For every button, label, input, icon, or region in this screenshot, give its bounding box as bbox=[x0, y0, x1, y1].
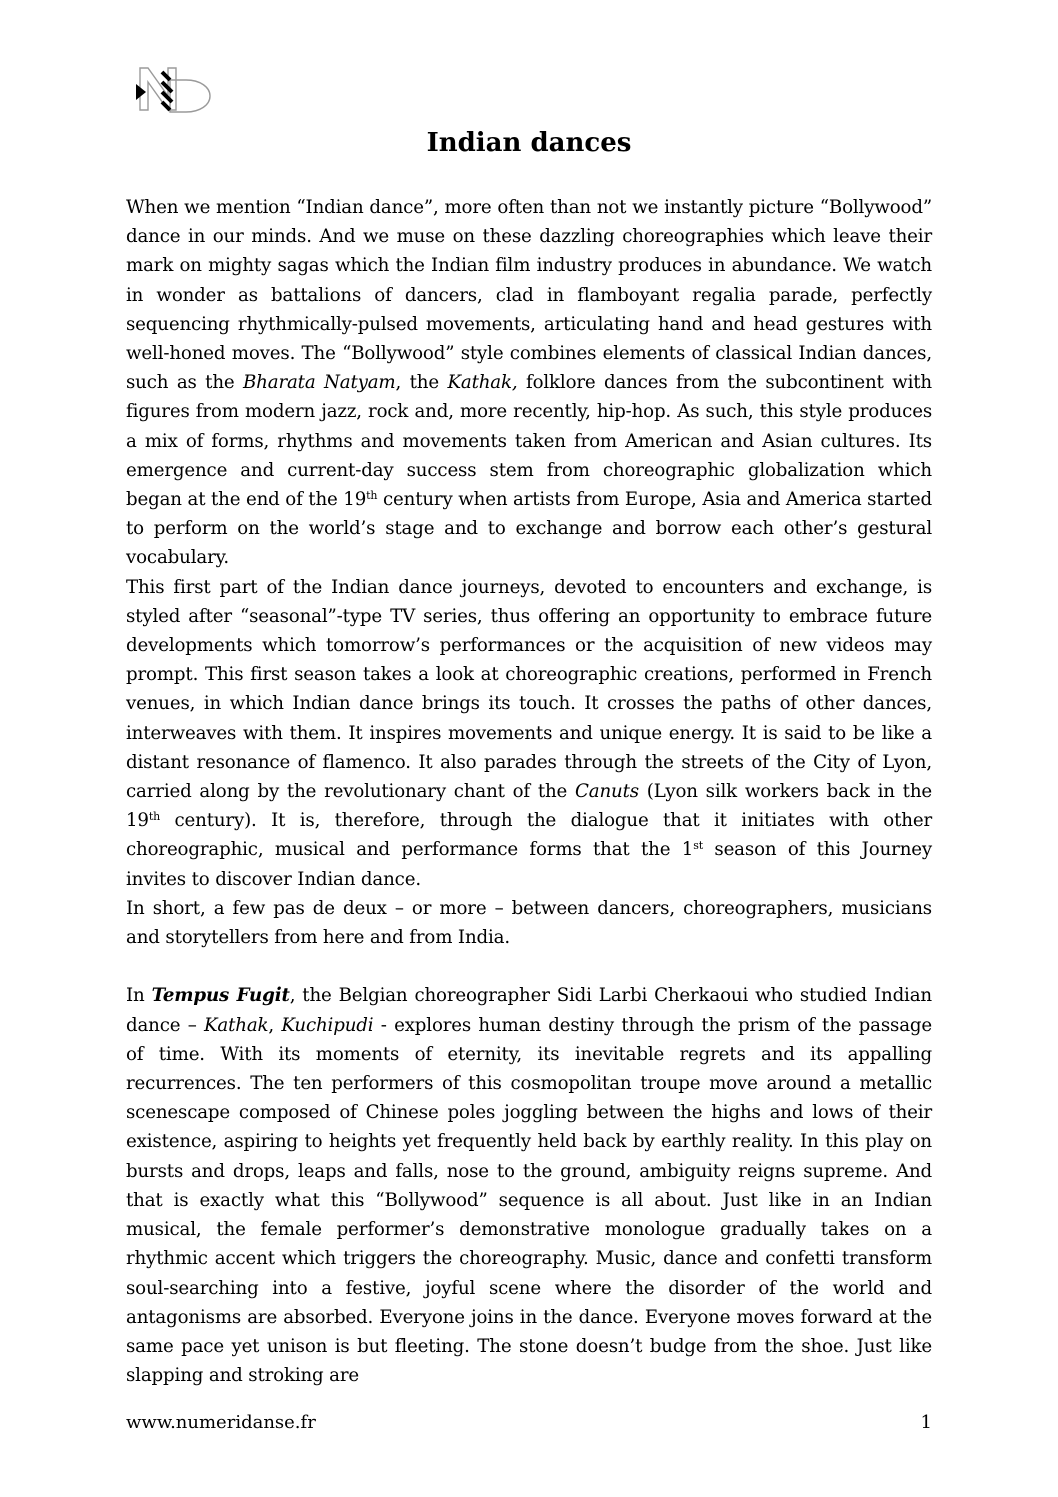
work-title: Tempus Fugit bbox=[151, 985, 290, 1007]
superscript: th bbox=[148, 810, 161, 824]
italic-term: Kathak, bbox=[447, 372, 518, 394]
superscript: st bbox=[693, 839, 703, 853]
page-title: Indian dances bbox=[426, 128, 632, 158]
paragraph-short: In short, a few pas de deux – or more – between dancers, choreographers, musicians and storytellers from here and from India. bbox=[126, 897, 932, 949]
paragraph-season bbox=[126, 573, 932, 894]
text-run: In bbox=[126, 985, 152, 1007]
logo-mark-icon bbox=[134, 66, 214, 114]
text-run: When we mention “Indian dance”, more often than not we instantly picture “Bollywood” dance in our minds. And we muse on these dazzling choreographies which leave their mark on mighty sagas which the Indian film industry produces in abundance. We watch in wonder as battalions of dancers, clad in flamboyant regalia parade, perfectly sequencing rhythmically-pulsed movements, articulating hand and head gestures with well-honed moves. The “Bollywood” style combines elements of classical Indian dances, such as the bbox=[126, 197, 932, 394]
text-run: season of this Journey invites to discover Indian dance. bbox=[126, 839, 932, 890]
text-run: , the bbox=[395, 372, 448, 394]
text-run: (Lyon silk workers back in the 19 bbox=[126, 781, 933, 832]
italic-term: Bharata Natyam bbox=[242, 372, 396, 394]
text-run: , bbox=[268, 1014, 282, 1036]
text-run: This first part of the Indian dance journeys, devoted to encounters and exchange, is styled after “seasonal”-type TV series, thus offering an opportunity to embrace future developments which tomorrow’s performances or the acquisition of new videos may prompt. This first season takes a look at choreographic creations, performed in French venues, in which Indian dance brings its touch. It crosses the paths of other dances, interweaves with them. It inspires movements and unique energy. It is said to be like a distant resonance of flamenco. It also parades through the streets of the City of Lyon, carried along by the revolutionary chant of the bbox=[126, 576, 932, 803]
superscript: th bbox=[366, 488, 378, 502]
footer-url: www.numeridanse.fr bbox=[126, 1412, 316, 1433]
paragraph-intro bbox=[126, 193, 932, 573]
document-body bbox=[126, 193, 932, 1390]
text-run: century when artists from Europe, Asia and America started to perform on the world’s stage and to exchange and borrow each other’s gestural vocabulary. bbox=[126, 489, 932, 569]
paragraph-tempus-fugit bbox=[126, 981, 932, 1390]
text-run: century). It is, therefore, through the dialogue that it initiates with other choreographic, musical and performance forms that the 1 bbox=[126, 810, 932, 861]
text-run: - explores human destiny through the prism of the passage of time. With its moments of eternity, its inevitable regrets and its appalling recurrences. The ten performers of this cosmopolitan troupe move around a metallic scenescape composed of Chinese poles joggling between the highs and lows of their existence, aspiring to heights yet frequently held back by earthly reality. In this play on bursts and drops, leaps and falls, nose to the ground, ambiguity reigns supreme. And that is exactly what this “Bollywood” sequence is all about. Just like in an Indian musical, the female performer’s demonstrative monologue gradually takes on a rhythmic accent which triggers the choreography. Music, dance and confetti transform soul-searching into a festive, joyful scene where the disorder of the world and antagonisms are absorbed. Everyone joins in the dance. Everyone moves forward at the same pace yet unison is but fleeting. The stone doesn’t budge from the shoe. Just like slapping and stroking are bbox=[126, 1014, 933, 1387]
page-number: 1 bbox=[920, 1412, 932, 1433]
italic-term: Kathak bbox=[203, 1014, 269, 1036]
text-run: folklore dances from the subcontinent with figures from modern jazz, rock and, more recently, hip-hop. As such, this style produces a mix of forms, rhythms and movements taken from American and Asian cultures. Its emergence and current-day success stem from choreographic globalization which began at the end of the 19 bbox=[126, 372, 932, 511]
numeridanse-logo bbox=[134, 66, 214, 114]
text-run: , the Belgian choreographer Sidi Larbi Cherkaoui who studied Indian dance – bbox=[126, 985, 932, 1036]
italic-term: Canuts bbox=[575, 781, 639, 803]
italic-term: Kuchipudi bbox=[281, 1014, 374, 1036]
